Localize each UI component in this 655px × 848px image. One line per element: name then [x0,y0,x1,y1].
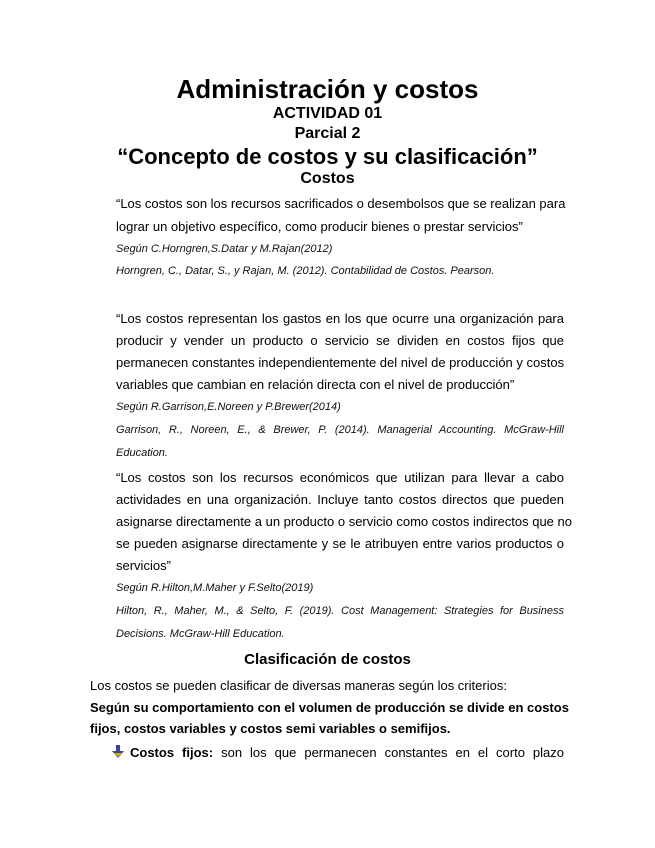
criteria-line-1: Según su comportamiento con el volumen de producción se divide en costos [90,700,569,715]
quote-2-reference-line-2: Education. [116,447,168,459]
quote-3-reference-line-1: Hilton, R., Maher, M., & Selto, F. (2019). Cost Management: Strategies for Business [116,605,564,617]
quote-2-reference-line-1: Garrison, R., Noreen, E., & Brewer, P. (2014). Managerial Accounting. McGraw-Hill [116,424,564,436]
quote-2-author: Según R.Garrison,E.Noreen y P.Brewer(2014) [116,401,341,413]
quote-3-line-2: actividades en una organización. Incluye tanto costos directos que pueden [116,492,564,507]
quote-3-reference-line-2: Decisions. McGraw-Hill Education. [116,628,285,640]
quote-2-line-1: “Los costos representan los gastos en los que ocurre una organización para [116,311,564,326]
quote-3-author: Según R.Hilton,M.Maher y F.Selto(2019) [116,582,314,594]
concept-title: “Concepto de costos y su clasificación” [117,144,538,169]
section-title: Costos [300,170,355,187]
quote-1-line-1: “Los costos son los recursos sacrificados o desembolsos que se realizan para [116,196,566,211]
quote-1-author: Según C.Horngren,S.Datar y M.Rajan(2012) [116,243,333,255]
classification-heading: Clasificación de costos [244,651,411,668]
down-arrow-bullet-icon [111,744,125,760]
bullet-text: son los que permanecen constantes en el corto plazo [213,745,564,760]
classification-intro: Los costos se pueden clasificar de diversas maneras según los criterios: [90,678,507,693]
bullet-costos-fijos [130,745,564,760]
quote-2-line-4: variables que cambian en relación directa con el nivel de producción” [116,377,515,392]
partial-label: Parcial 2 [294,125,361,142]
criteria-line-2: fijos, costos variables y costos semi variables o semifijos. [90,721,451,736]
quote-1-reference: Horngren, C., Datar, S., y Rajan, M. (2012). Contabilidad de Costos. Pearson. [116,265,495,277]
quote-3-line-4: se pueden asignarse directamente y se le atribuyen entre varios productos o [116,536,564,551]
page-title: Administración y costos [176,74,479,104]
quote-1-line-2: lograr un objetivo específico, como producir bienes o prestar servicios” [116,219,523,234]
activity-label: ACTIVIDAD 01 [272,105,383,122]
quote-3-line-1: “Los costos son los recursos económicos que utilizan para llevar a cabo [116,470,564,485]
quote-3-line-5: servicios” [116,558,171,573]
bullet-label: Costos fijos: [130,745,214,760]
quote-3-line-3: asignarse directamente a un producto o servicio como costos indirectos que no [116,514,572,529]
quote-2-line-2: producir y vender un producto o servicio se dividen en costos fijos que [116,333,564,348]
quote-2-line-3: permanecen constantes independientemente del nivel de producción y costos [116,355,565,370]
